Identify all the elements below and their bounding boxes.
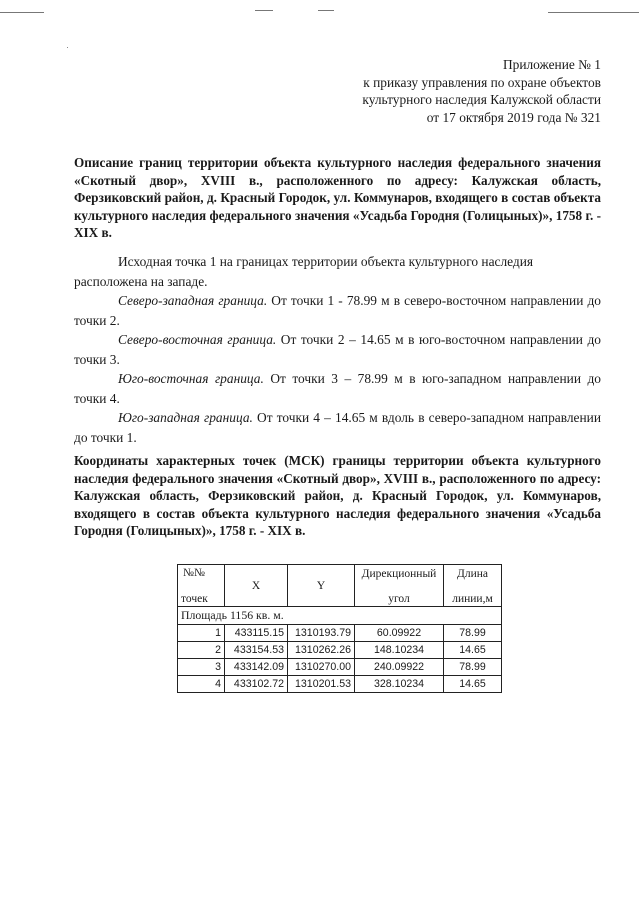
point-number-cell: 4 <box>178 676 225 693</box>
table-header-row <box>178 565 502 607</box>
point-number-cell: 3 <box>178 659 225 676</box>
appendix-line: культурного наследия Калужской области <box>362 92 601 107</box>
southeast-boundary-text: От точки 3 – 78.99 м в юго-западном направлении до точки 4. <box>74 371 601 406</box>
northeast-boundary-paragraph <box>74 330 601 369</box>
direction-cell: 148.10234 <box>355 642 444 659</box>
southwest-boundary-label: Юго-западная граница. <box>118 410 253 425</box>
point-number-cell: 1 <box>178 625 225 642</box>
header-point-number <box>178 565 225 607</box>
northwest-boundary-text: От точки 1 - 78.99 м в северо-восточном направлении до точки 2. <box>74 293 601 328</box>
x-cell: 433102.72 <box>225 676 288 693</box>
table-row <box>178 625 502 642</box>
area-cell: Площадь 1156 кв. м. <box>178 607 502 625</box>
southeast-boundary-paragraph <box>74 369 601 408</box>
length-cell: 78.99 <box>444 625 502 642</box>
southwest-boundary-text: От точки 4 – 14.65 м вдоль в северо-западном направлении до точки 1. <box>74 410 601 445</box>
x-cell: 433154.53 <box>225 642 288 659</box>
table-row <box>178 659 502 676</box>
northwest-boundary-label: Северо-западная граница. <box>118 293 268 308</box>
coordinates-title: Координаты характерных точек (МСК) границы территории объекта культурного наследия федерального значения «Скотный двор», XVIII в., расположенного по адресу: Калужская область, Ферзиковский район, д. Красный Городок, ул. Коммунаров, входящего в состав объекта культурного наследия федерального значения «Усадьба Городня (Голицыных)», 1758 г. - XIX в. <box>74 453 601 539</box>
header-direction-top: Дирекционный <box>361 568 437 580</box>
header-point-number-bottom: точек <box>181 593 208 605</box>
table-row <box>178 642 502 659</box>
coordinates-table <box>177 564 502 693</box>
table-row <box>178 676 502 693</box>
scan-artifact <box>318 10 334 11</box>
header-x-label: X <box>251 580 261 592</box>
appendix-line: Приложение № 1 <box>502 57 601 72</box>
boundary-description <box>74 252 601 447</box>
area-row <box>178 607 502 625</box>
boundary-description-title: Описание границ территории объекта культурного наследия федерального значения «Скотный двор», XVIII в., расположенного по адресу: Калужская область, Ферзиковский район, д. Красный Городок, ул. Коммунаров, входящего в состав объекта культурного наследия федерального значения «Усадьба Городня (Голицыных)», 1758 г. - XIX в. <box>74 155 601 241</box>
direction-cell: 240.09922 <box>355 659 444 676</box>
appendix-line: к приказу управления по охране объектов <box>363 74 601 90</box>
header-length-top: Длина <box>457 568 488 580</box>
header-direction-bottom: угол <box>388 593 410 605</box>
scan-artifact <box>255 10 273 11</box>
header-y-label: Y <box>316 580 326 592</box>
length-cell: 78.99 <box>444 659 502 676</box>
scan-artifact <box>548 12 639 13</box>
direction-cell: 60.09922 <box>355 625 444 642</box>
direction-cell: 328.10234 <box>355 676 444 693</box>
start-point-paragraph: Исходная точка 1 на границах территории объекта культурного наследия расположена на западе. <box>74 254 534 289</box>
header-point-number-top: №№ <box>183 567 205 579</box>
header-length-bottom: линии,м <box>452 593 493 605</box>
northeast-boundary-label: Северо-восточная граница. <box>118 332 277 347</box>
header-y <box>288 565 355 607</box>
y-cell: 1310201.53 <box>288 676 355 693</box>
header-direction <box>355 565 444 607</box>
scan-artifact <box>0 12 44 13</box>
point-number-cell: 2 <box>178 642 225 659</box>
length-cell: 14.65 <box>444 676 502 693</box>
length-cell: 14.65 <box>444 642 502 659</box>
southeast-boundary-label: Юго-восточная граница. <box>118 371 264 386</box>
y-cell: 1310262.26 <box>288 642 355 659</box>
southwest-boundary-paragraph <box>74 408 601 447</box>
x-cell: 433142.09 <box>225 659 288 676</box>
appendix-header <box>362 56 601 126</box>
appendix-line: от 17 октября 2019 года № 321 <box>426 109 601 125</box>
northeast-boundary-text: От точки 2 – 14.65 м в юго-восточном направлении до точки 3. <box>74 332 601 367</box>
y-cell: 1310270.00 <box>288 659 355 676</box>
northwest-boundary-paragraph <box>74 291 601 330</box>
header-length <box>444 565 502 607</box>
header-x <box>225 565 288 607</box>
x-cell: 433115.15 <box>225 625 288 642</box>
y-cell: 1310193.79 <box>288 625 355 642</box>
scan-speck <box>67 47 68 48</box>
